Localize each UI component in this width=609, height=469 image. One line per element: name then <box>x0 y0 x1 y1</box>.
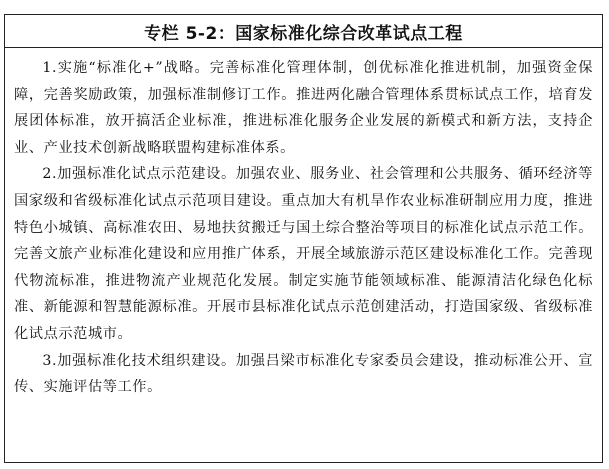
paragraph-pilot-demonstration: 2.加强标准化试点示范建设。加强农业、服务业、社会管理和公共服务、循环经济等国家级和省级标准化试点示范项目建设。重点加大有机旱作农业标准研制应用力度，推进特色小城镇、高标准农田、易地扶贫搬迁与国土综合整治等项目的标准化试点示范工作。完善文旅产业标准化建设和应用推广体系，开展全域旅游示范区建设标准化工作。完善现代物流标准，推进物流产业规范化发展。制定实施节能领域标准、能源清洁化绿色化标准、新能源和智慧能源标准。开展市县标准化试点示范创建活动，打造国家级、省级标准化试点示范城市。 <box>14 166 593 342</box>
paragraph-standardization-plus: 1.实施“标准化+”战略。完善标准化管理体制，创优标准化推进机制，加强资金保障，完善奖励政策，加强标准制修订工作。推进两化融合管理体系贯标试点工作，培育发展团体标准，放开搞活企业标准，推进标准化服务企业发展的新模式和新方法，支持企业、产业技术创新战略联盟构建标准体系。 <box>14 60 593 156</box>
box-body <box>5 48 602 401</box>
box-title: 专栏 5-2：国家标准化综合改革试点工程 <box>144 23 463 44</box>
feature-box <box>4 14 603 463</box>
cropped-previous-line <box>0 0 609 5</box>
box-header <box>5 15 602 48</box>
paragraph-technical-organization: 3.加强标准化技术组织建设。加强吕梁市标准化专家委员会建设，推动标准公开、宣传、实施评估等工作。 <box>14 352 593 396</box>
